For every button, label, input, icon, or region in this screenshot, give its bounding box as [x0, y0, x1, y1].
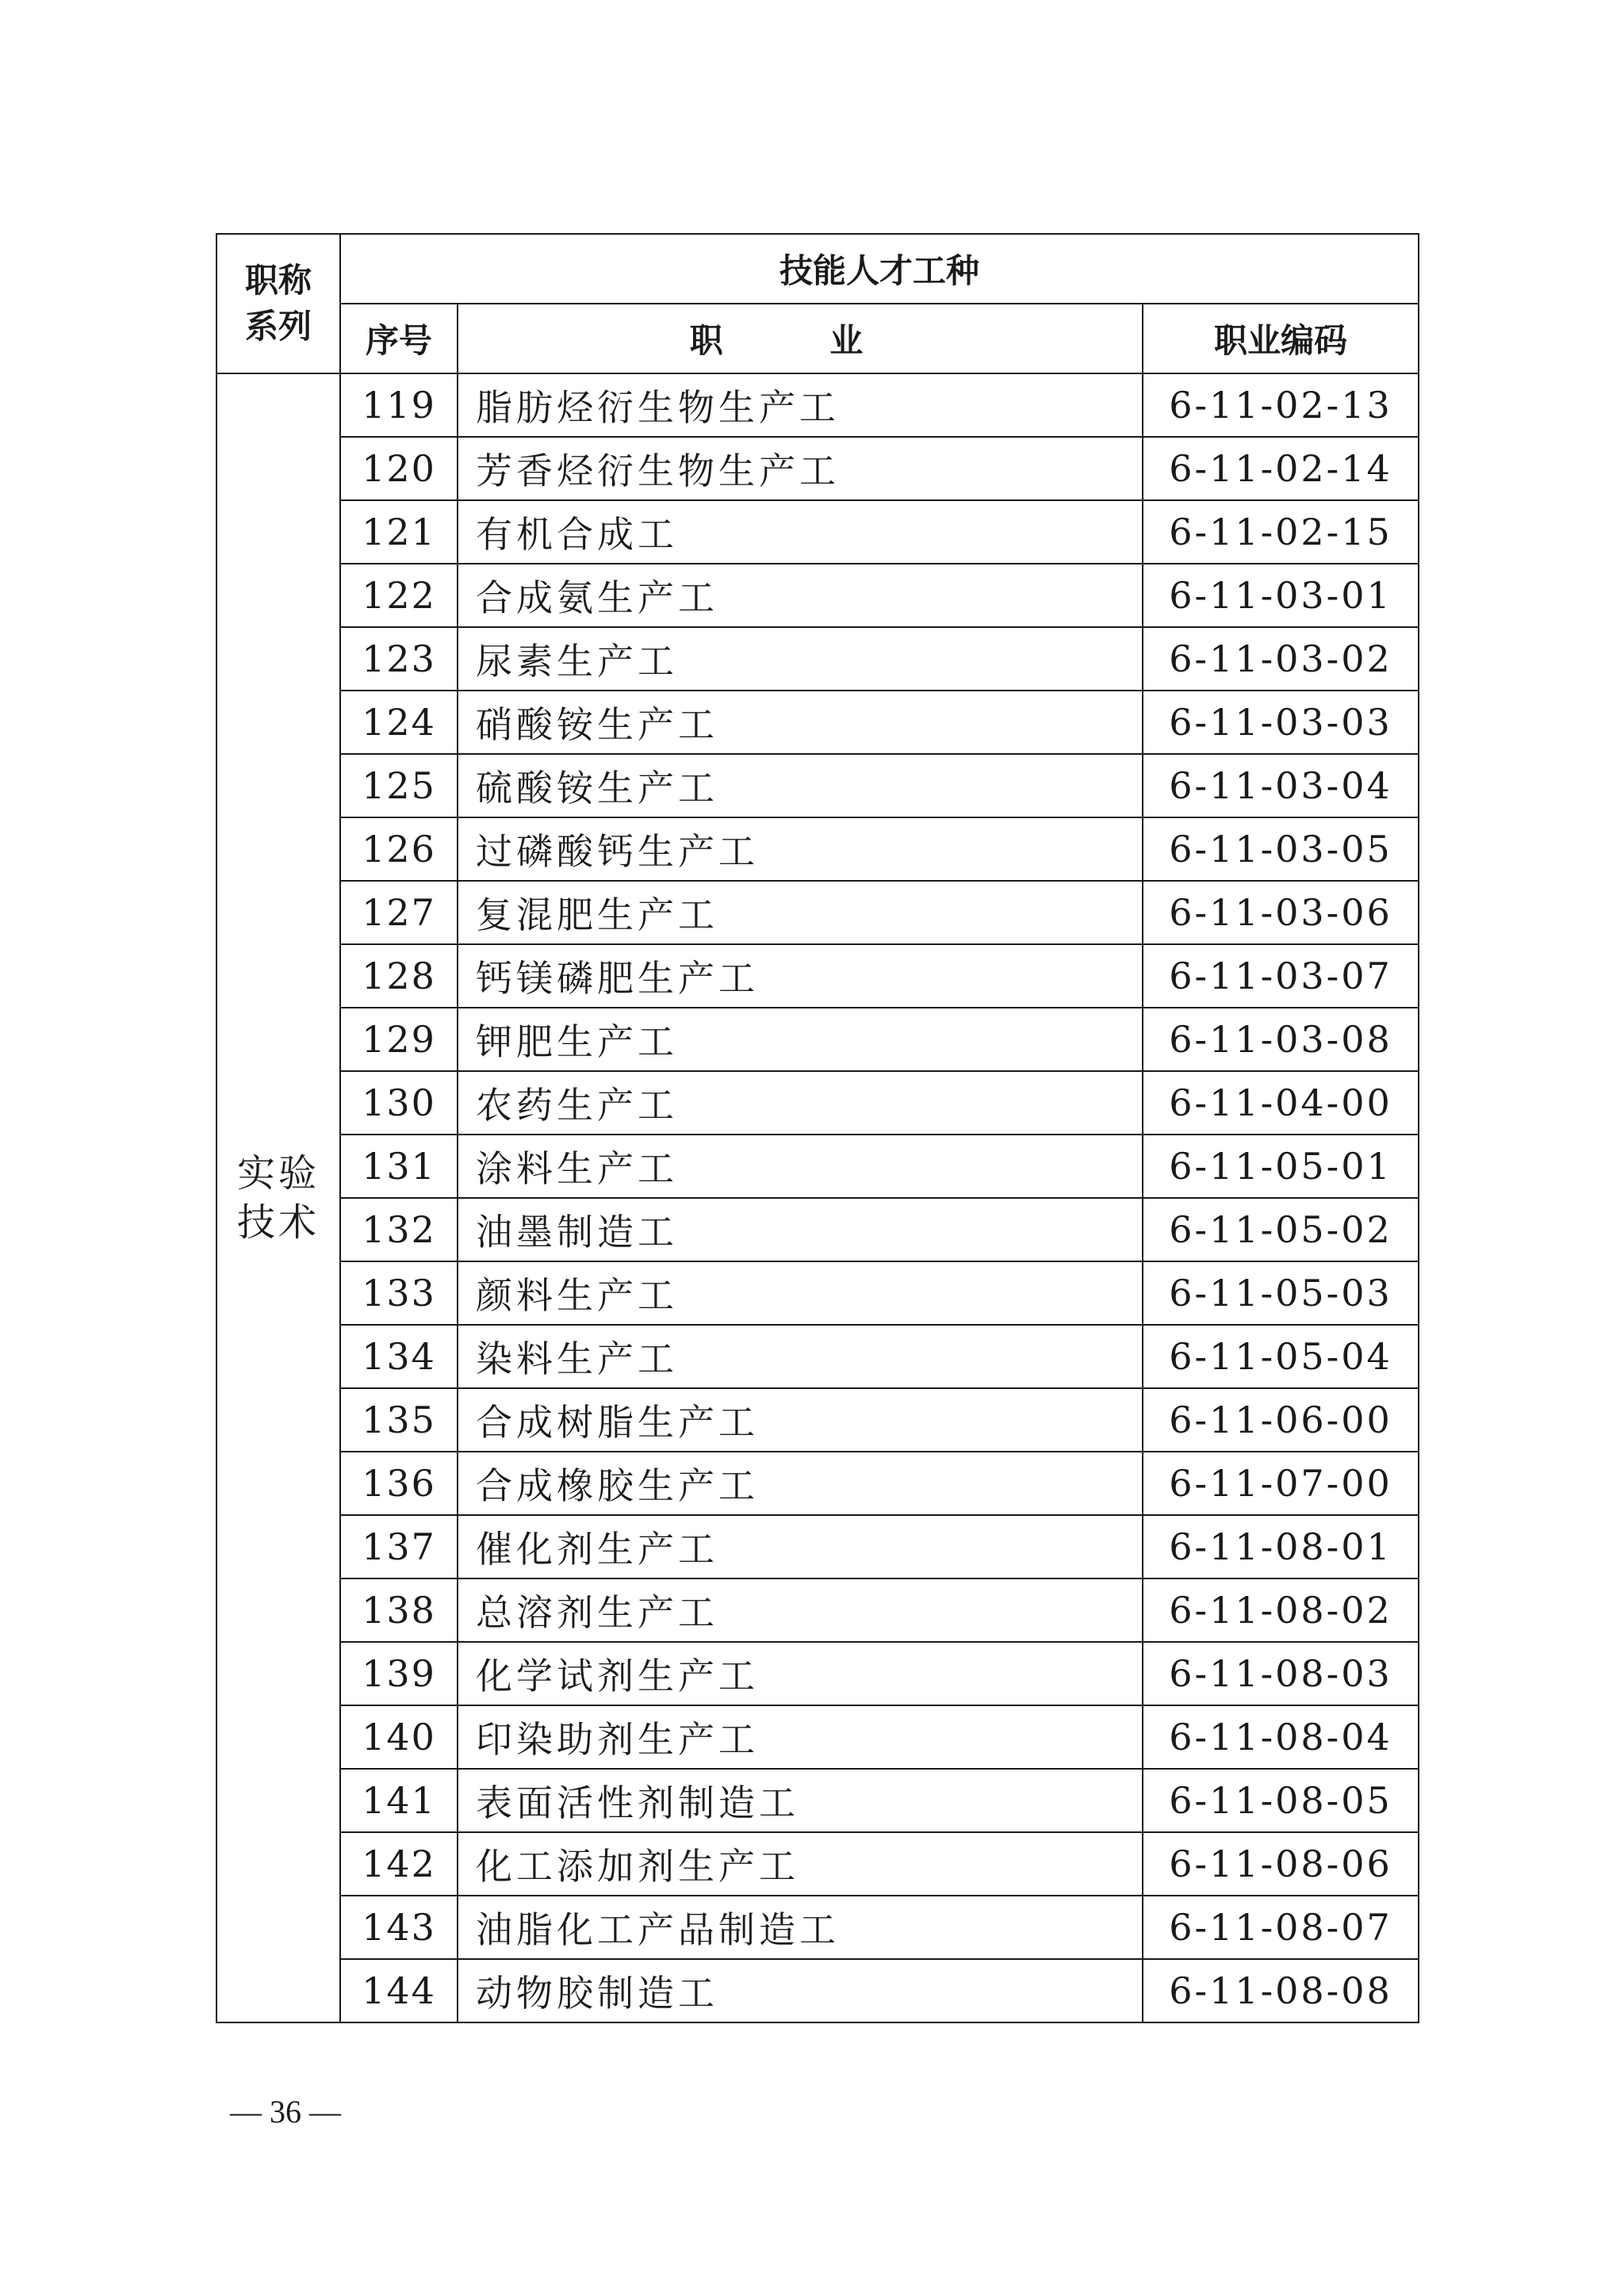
row-occupation: 涂料生产工	[458, 1135, 1143, 1198]
row-occupation: 钾肥生产工	[458, 1008, 1143, 1071]
row-code: 6-11-07-00	[1143, 1452, 1419, 1515]
row-number: 134	[340, 1325, 458, 1388]
row-number: 123	[340, 627, 458, 691]
row-number: 124	[340, 691, 458, 754]
row-number: 136	[340, 1452, 458, 1515]
series-name-cell	[216, 373, 340, 2022]
table-row	[216, 1896, 1419, 1959]
row-occupation: 硫酸铵生产工	[458, 754, 1143, 817]
table-row	[216, 437, 1419, 500]
row-code: 6-11-06-00	[1143, 1388, 1419, 1452]
row-number: 143	[340, 1896, 458, 1959]
table-row	[216, 1832, 1419, 1896]
table-row	[216, 754, 1419, 817]
code-header: 职业编码	[1143, 304, 1419, 373]
row-number: 142	[340, 1832, 458, 1896]
table-row	[216, 817, 1419, 881]
table-row	[216, 1959, 1419, 2022]
row-code: 6-11-02-15	[1143, 500, 1419, 564]
row-number: 133	[340, 1261, 458, 1325]
row-code: 6-11-03-05	[1143, 817, 1419, 881]
table-row	[216, 1198, 1419, 1261]
row-number: 132	[340, 1198, 458, 1261]
row-code: 6-11-03-02	[1143, 627, 1419, 691]
row-number: 125	[340, 754, 458, 817]
table-row	[216, 1705, 1419, 1769]
table-row	[216, 881, 1419, 944]
row-code: 6-11-03-01	[1143, 564, 1419, 627]
row-occupation: 芳香烃衍生物生产工	[458, 437, 1143, 500]
row-number: 139	[340, 1642, 458, 1705]
row-occupation: 合成氨生产工	[458, 564, 1143, 627]
series-header	[216, 234, 340, 373]
row-code: 6-11-02-13	[1143, 373, 1419, 437]
occupation-table	[216, 233, 1419, 2023]
row-code: 6-11-03-04	[1143, 754, 1419, 817]
row-code: 6-11-03-06	[1143, 881, 1419, 944]
row-occupation: 化学试剂生产工	[458, 1642, 1143, 1705]
table-row	[216, 1135, 1419, 1198]
row-code: 6-11-08-07	[1143, 1896, 1419, 1959]
row-occupation: 脂肪烃衍生物生产工	[458, 373, 1143, 437]
row-code: 6-11-02-14	[1143, 437, 1419, 500]
row-code: 6-11-05-03	[1143, 1261, 1419, 1325]
row-occupation: 化工添加剂生产工	[458, 1832, 1143, 1896]
page-number: — 36 —	[230, 2094, 341, 2130]
occupation-header: 职 业	[458, 304, 1143, 373]
row-occupation: 复混肥生产工	[458, 881, 1143, 944]
number-header: 序号	[340, 304, 458, 373]
row-code: 6-11-03-03	[1143, 691, 1419, 754]
row-occupation: 合成树脂生产工	[458, 1388, 1143, 1452]
table-row	[216, 1325, 1419, 1388]
row-code: 6-11-04-00	[1143, 1071, 1419, 1135]
group-header: 技能人才工种	[340, 234, 1419, 304]
row-number: 126	[340, 817, 458, 881]
row-number: 128	[340, 944, 458, 1008]
row-occupation: 动物胶制造工	[458, 1959, 1143, 2022]
row-code: 6-11-08-06	[1143, 1832, 1419, 1896]
table-row	[216, 1642, 1419, 1705]
row-code: 6-11-08-08	[1143, 1959, 1419, 2022]
row-occupation: 印染助剂生产工	[458, 1705, 1143, 1769]
row-number: 120	[340, 437, 458, 500]
row-number: 135	[340, 1388, 458, 1452]
row-number: 121	[340, 500, 458, 564]
row-code: 6-11-05-02	[1143, 1198, 1419, 1261]
row-code: 6-11-05-01	[1143, 1135, 1419, 1198]
row-occupation: 硝酸铵生产工	[458, 691, 1143, 754]
table-row	[216, 1388, 1419, 1452]
row-number: 130	[340, 1071, 458, 1135]
table-row	[216, 500, 1419, 564]
table-row	[216, 1769, 1419, 1832]
row-occupation: 有机合成工	[458, 500, 1143, 564]
row-occupation: 表面活性剂制造工	[458, 1769, 1143, 1832]
series-name: 实验技术	[236, 1151, 320, 1245]
row-number: 144	[340, 1959, 458, 2022]
table-row	[216, 627, 1419, 691]
row-number: 137	[340, 1515, 458, 1578]
row-number: 131	[340, 1135, 458, 1198]
table-row	[216, 373, 1419, 437]
table-row	[216, 564, 1419, 627]
row-number: 141	[340, 1769, 458, 1832]
row-code: 6-11-08-01	[1143, 1515, 1419, 1578]
row-occupation: 农药生产工	[458, 1071, 1143, 1135]
row-code: 6-11-08-02	[1143, 1578, 1419, 1642]
table-body	[216, 373, 1419, 2022]
row-number: 129	[340, 1008, 458, 1071]
row-code: 6-11-05-04	[1143, 1325, 1419, 1388]
row-occupation: 颜料生产工	[458, 1261, 1143, 1325]
row-number: 140	[340, 1705, 458, 1769]
row-code: 6-11-03-08	[1143, 1008, 1419, 1071]
row-occupation: 钙镁磷肥生产工	[458, 944, 1143, 1008]
table-row	[216, 1578, 1419, 1642]
table-row	[216, 1452, 1419, 1515]
table-row	[216, 1008, 1419, 1071]
table-row	[216, 1071, 1419, 1135]
row-code: 6-11-08-03	[1143, 1642, 1419, 1705]
table-row	[216, 944, 1419, 1008]
row-number: 119	[340, 373, 458, 437]
row-occupation: 催化剂生产工	[458, 1515, 1143, 1578]
row-code: 6-11-08-04	[1143, 1705, 1419, 1769]
row-number: 122	[340, 564, 458, 627]
row-occupation: 过磷酸钙生产工	[458, 817, 1143, 881]
row-occupation: 合成橡胶生产工	[458, 1452, 1143, 1515]
row-code: 6-11-03-07	[1143, 944, 1419, 1008]
row-occupation: 尿素生产工	[458, 627, 1143, 691]
table-row	[216, 1261, 1419, 1325]
row-number: 127	[340, 881, 458, 944]
row-occupation: 总溶剂生产工	[458, 1578, 1143, 1642]
row-occupation: 油脂化工产品制造工	[458, 1896, 1143, 1959]
row-occupation: 染料生产工	[458, 1325, 1143, 1388]
row-number: 138	[340, 1578, 458, 1642]
table-row	[216, 1515, 1419, 1578]
row-occupation: 油墨制造工	[458, 1198, 1143, 1261]
table-row	[216, 691, 1419, 754]
row-code: 6-11-08-05	[1143, 1769, 1419, 1832]
series-header-label: 职称系列	[244, 261, 312, 346]
